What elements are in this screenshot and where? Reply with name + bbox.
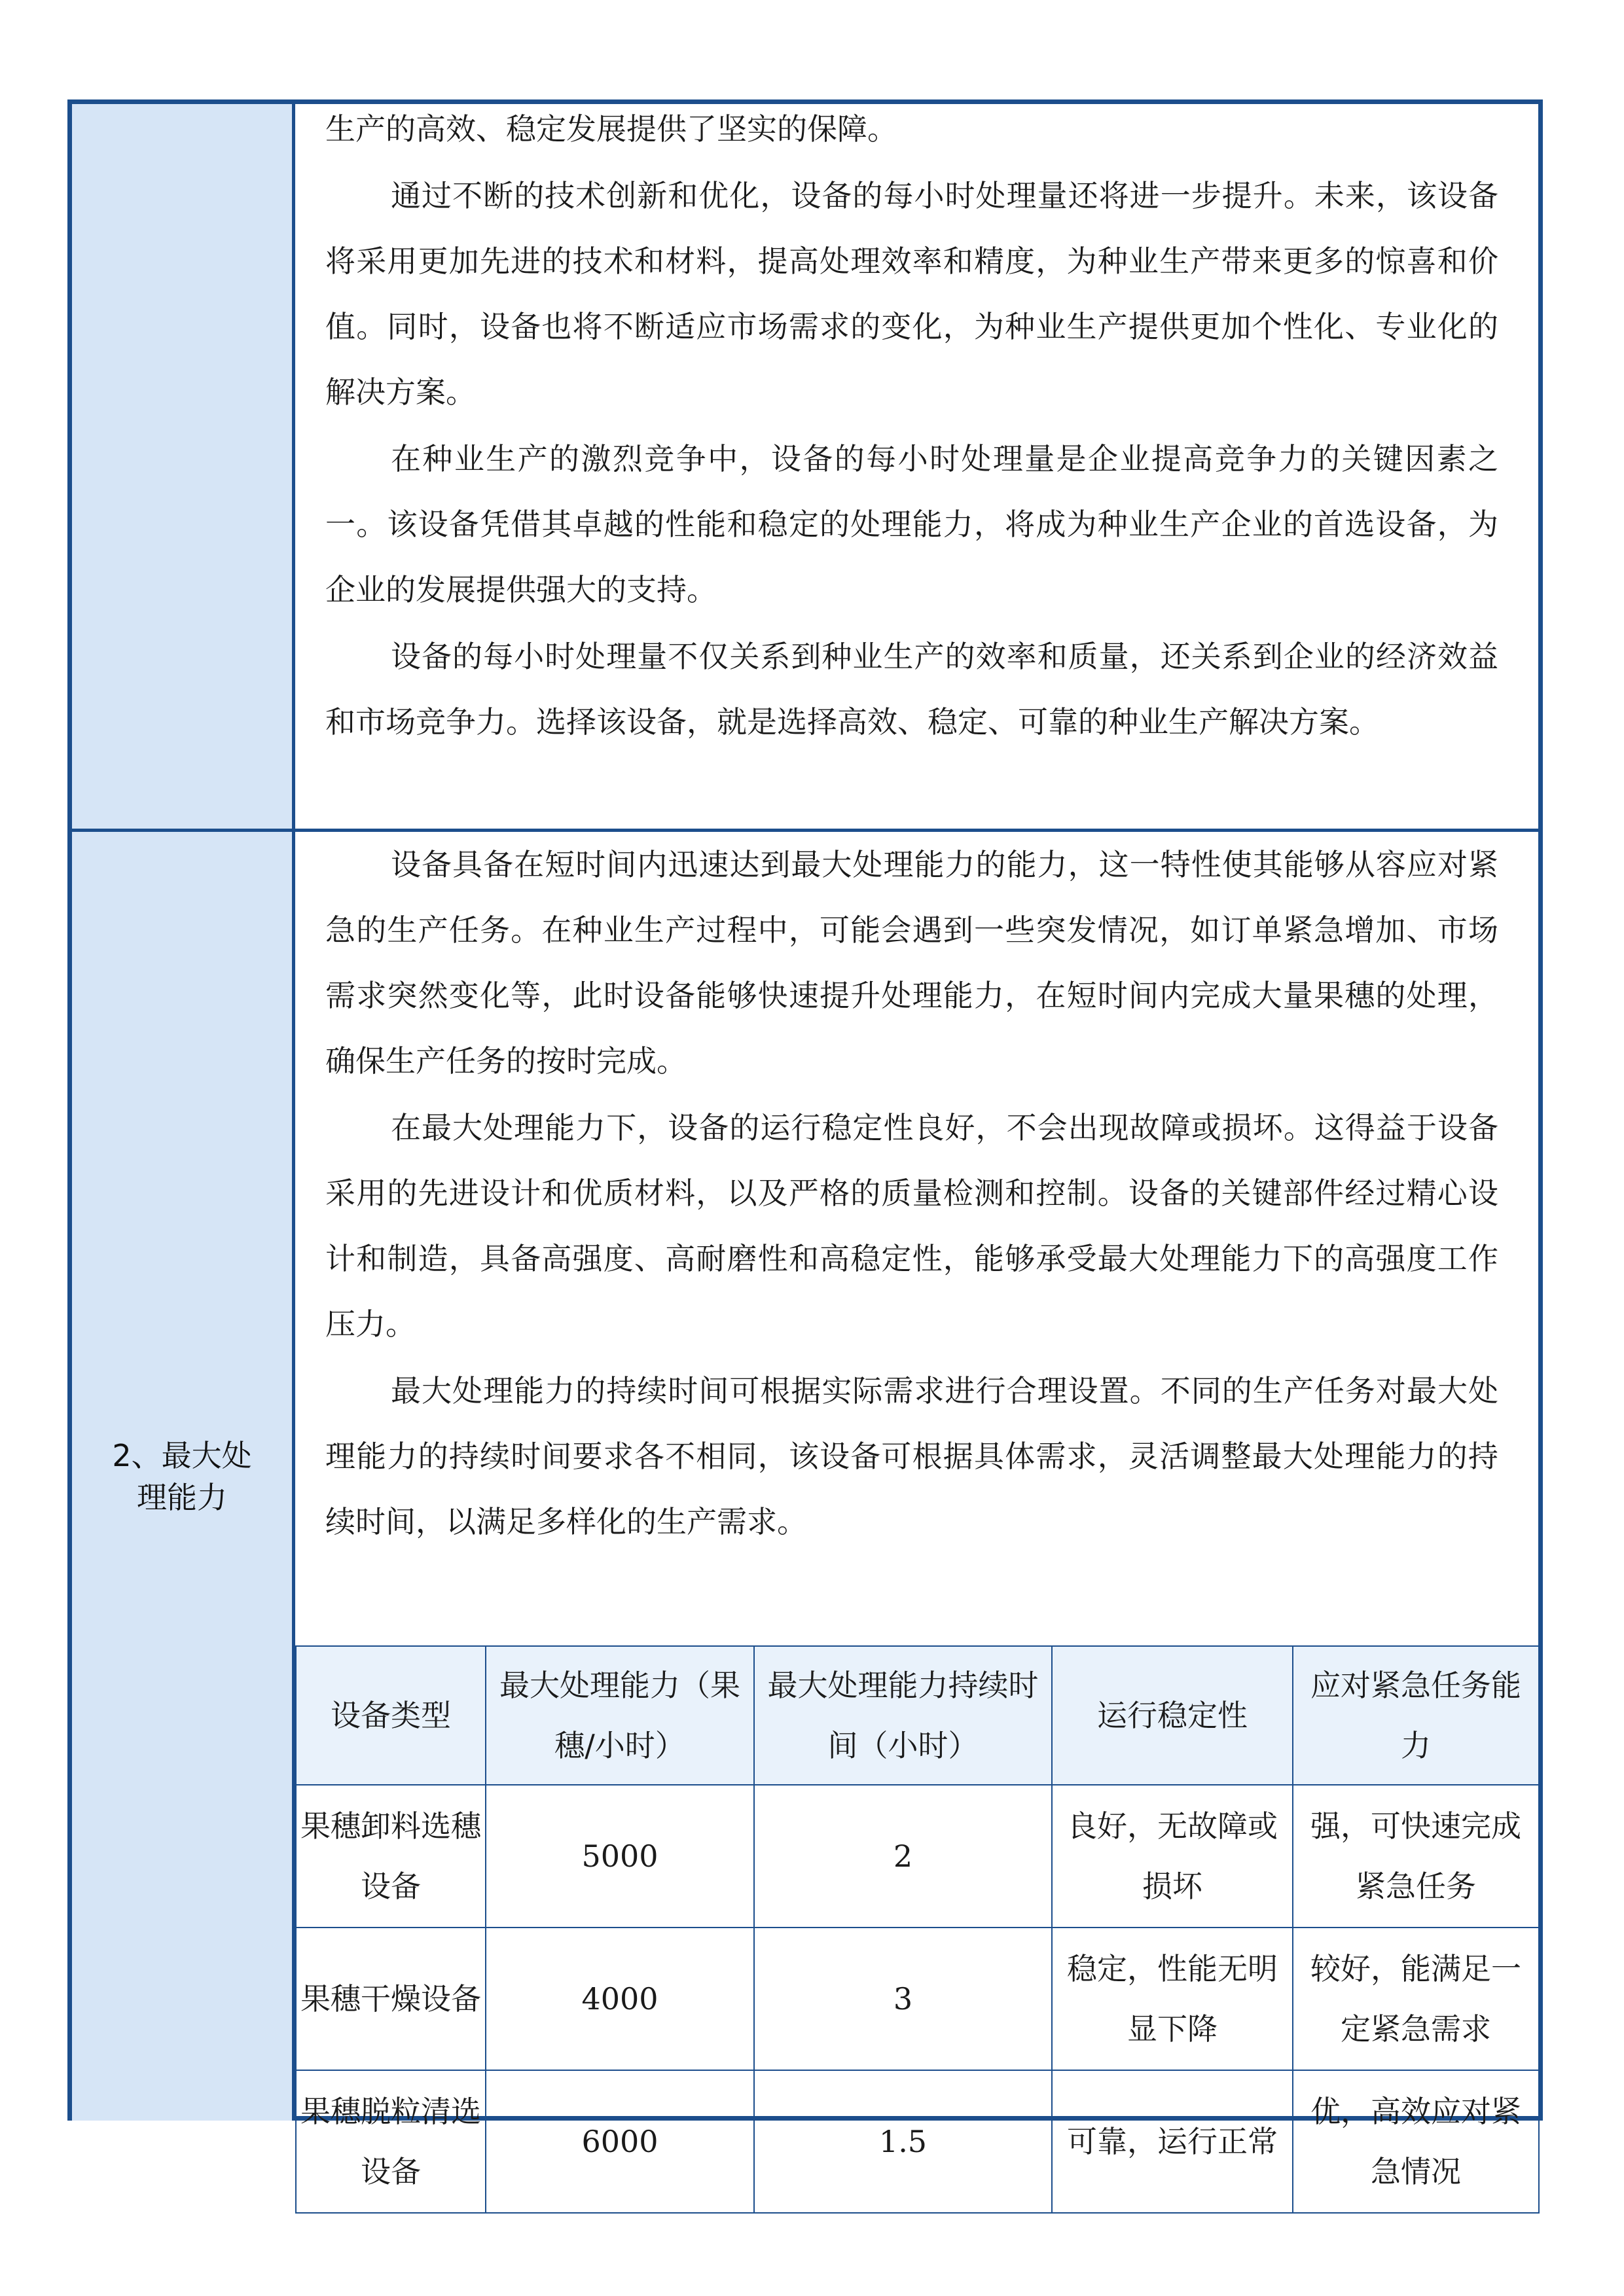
paragraph: 生产的高效、稳定发展提供了坚实的保障。 bbox=[325, 111, 897, 147]
cell-emergency: 强，可快速完成紧急任务 bbox=[1293, 1785, 1539, 1928]
section-2-content bbox=[325, 832, 1498, 1554]
row-label-cell bbox=[72, 104, 295, 829]
header-emergency: 应对紧急任务能力 bbox=[1293, 1646, 1539, 1785]
paragraph: 在最大处理能力下，设备的运行稳定性良好，不会出现故障或损坏。这得益于设备采用的先进设计和优质材料，以及严格的质量检测和控制。设备的关键部件经过精心设计和制造，具备高强度、高耐磨性和高稳定性，能够承受最大处理能力下的高强度工作压力。 bbox=[325, 1110, 1498, 1342]
cell-emergency: 优，高效应对紧急情况 bbox=[1293, 2070, 1539, 2213]
spec-table-frame bbox=[67, 99, 1543, 2189]
cell-max-capacity: 6000 bbox=[486, 2070, 754, 2213]
cell-equipment-type: 果穗干燥设备 bbox=[296, 1928, 486, 2070]
section-row-2 bbox=[72, 832, 1538, 2189]
cell-duration: 2 bbox=[754, 1785, 1052, 1928]
cell-duration: 3 bbox=[754, 1928, 1052, 2070]
paragraph: 通过不断的技术创新和优化，设备的每小时处理量还将进一步提升。未来，该设备将采用更加先进的技术和材料，提高处理效率和精度，为种业生产带来更多的惊喜和价值。同时，设备也将不断适应市场需求的变化，为种业生产提供更加个性化、专业化的解决方案。 bbox=[325, 178, 1498, 410]
cell-stability: 可靠，运行正常 bbox=[1052, 2070, 1293, 2213]
paragraph: 设备的每小时处理量不仅关系到种业生产的效率和质量，还关系到企业的经济效益和市场竞争力。选择该设备，就是选择高效、稳定、可靠的种业生产解决方案。 bbox=[325, 639, 1498, 740]
header-equipment-type: 设备类型 bbox=[296, 1646, 486, 1785]
capacity-table bbox=[295, 1645, 1540, 2214]
header-max-capacity: 最大处理能力（果穗/小时） bbox=[486, 1646, 754, 1785]
cell-stability: 稳定，性能无明显下降 bbox=[1052, 1928, 1293, 2070]
row-label-cell bbox=[72, 832, 295, 2121]
cell-equipment-type: 果穗卸料选穗设备 bbox=[296, 1785, 486, 1928]
section-1-content bbox=[325, 96, 1498, 755]
cell-duration: 1.5 bbox=[754, 2070, 1052, 2213]
cell-equipment-type: 果穗脱粒清选设备 bbox=[296, 2070, 486, 2213]
cell-emergency: 较好，能满足一定紧急需求 bbox=[1293, 1928, 1539, 2070]
table-row bbox=[296, 1928, 1539, 2070]
paragraph: 最大处理能力的持续时间可根据实际需求进行合理设置。不同的生产任务对最大处理能力的持续时间要求各不相同，该设备可根据具体需求，灵活调整最大处理能力的持续时间，以满足多样化的生产需求。 bbox=[325, 1373, 1498, 1539]
table-header-row bbox=[296, 1646, 1539, 1785]
header-stability: 运行稳定性 bbox=[1052, 1646, 1293, 1785]
paragraph: 在种业生产的激烈竞争中，设备的每小时处理量是企业提高竞争力的关键因素之一。该设备凭借其卓越的性能和稳定的处理能力，将成为种业生产企业的首选设备，为企业的发展提供强大的支持。 bbox=[325, 441, 1498, 607]
section-row-1 bbox=[72, 104, 1538, 832]
cell-max-capacity: 4000 bbox=[486, 1928, 754, 2070]
table-row bbox=[296, 2070, 1539, 2213]
cell-stability: 良好，无故障或损坏 bbox=[1052, 1785, 1293, 1928]
row-label: 2、最大处理能力 bbox=[112, 1437, 252, 1515]
paragraph: 设备具备在短时间内迅速达到最大处理能力的能力，这一特性使其能够从容应对紧急的生产任务。在种业生产过程中，可能会遇到一些突发情况，如订单紧急增加、市场需求突然变化等，此时设备能够快速提升处理能力，在短时间内完成大量果穗的处理，确保生产任务的按时完成。 bbox=[325, 847, 1498, 1079]
table-row bbox=[296, 1785, 1539, 1928]
cell-max-capacity: 5000 bbox=[486, 1785, 754, 1928]
header-duration: 最大处理能力持续时间（小时） bbox=[754, 1646, 1052, 1785]
